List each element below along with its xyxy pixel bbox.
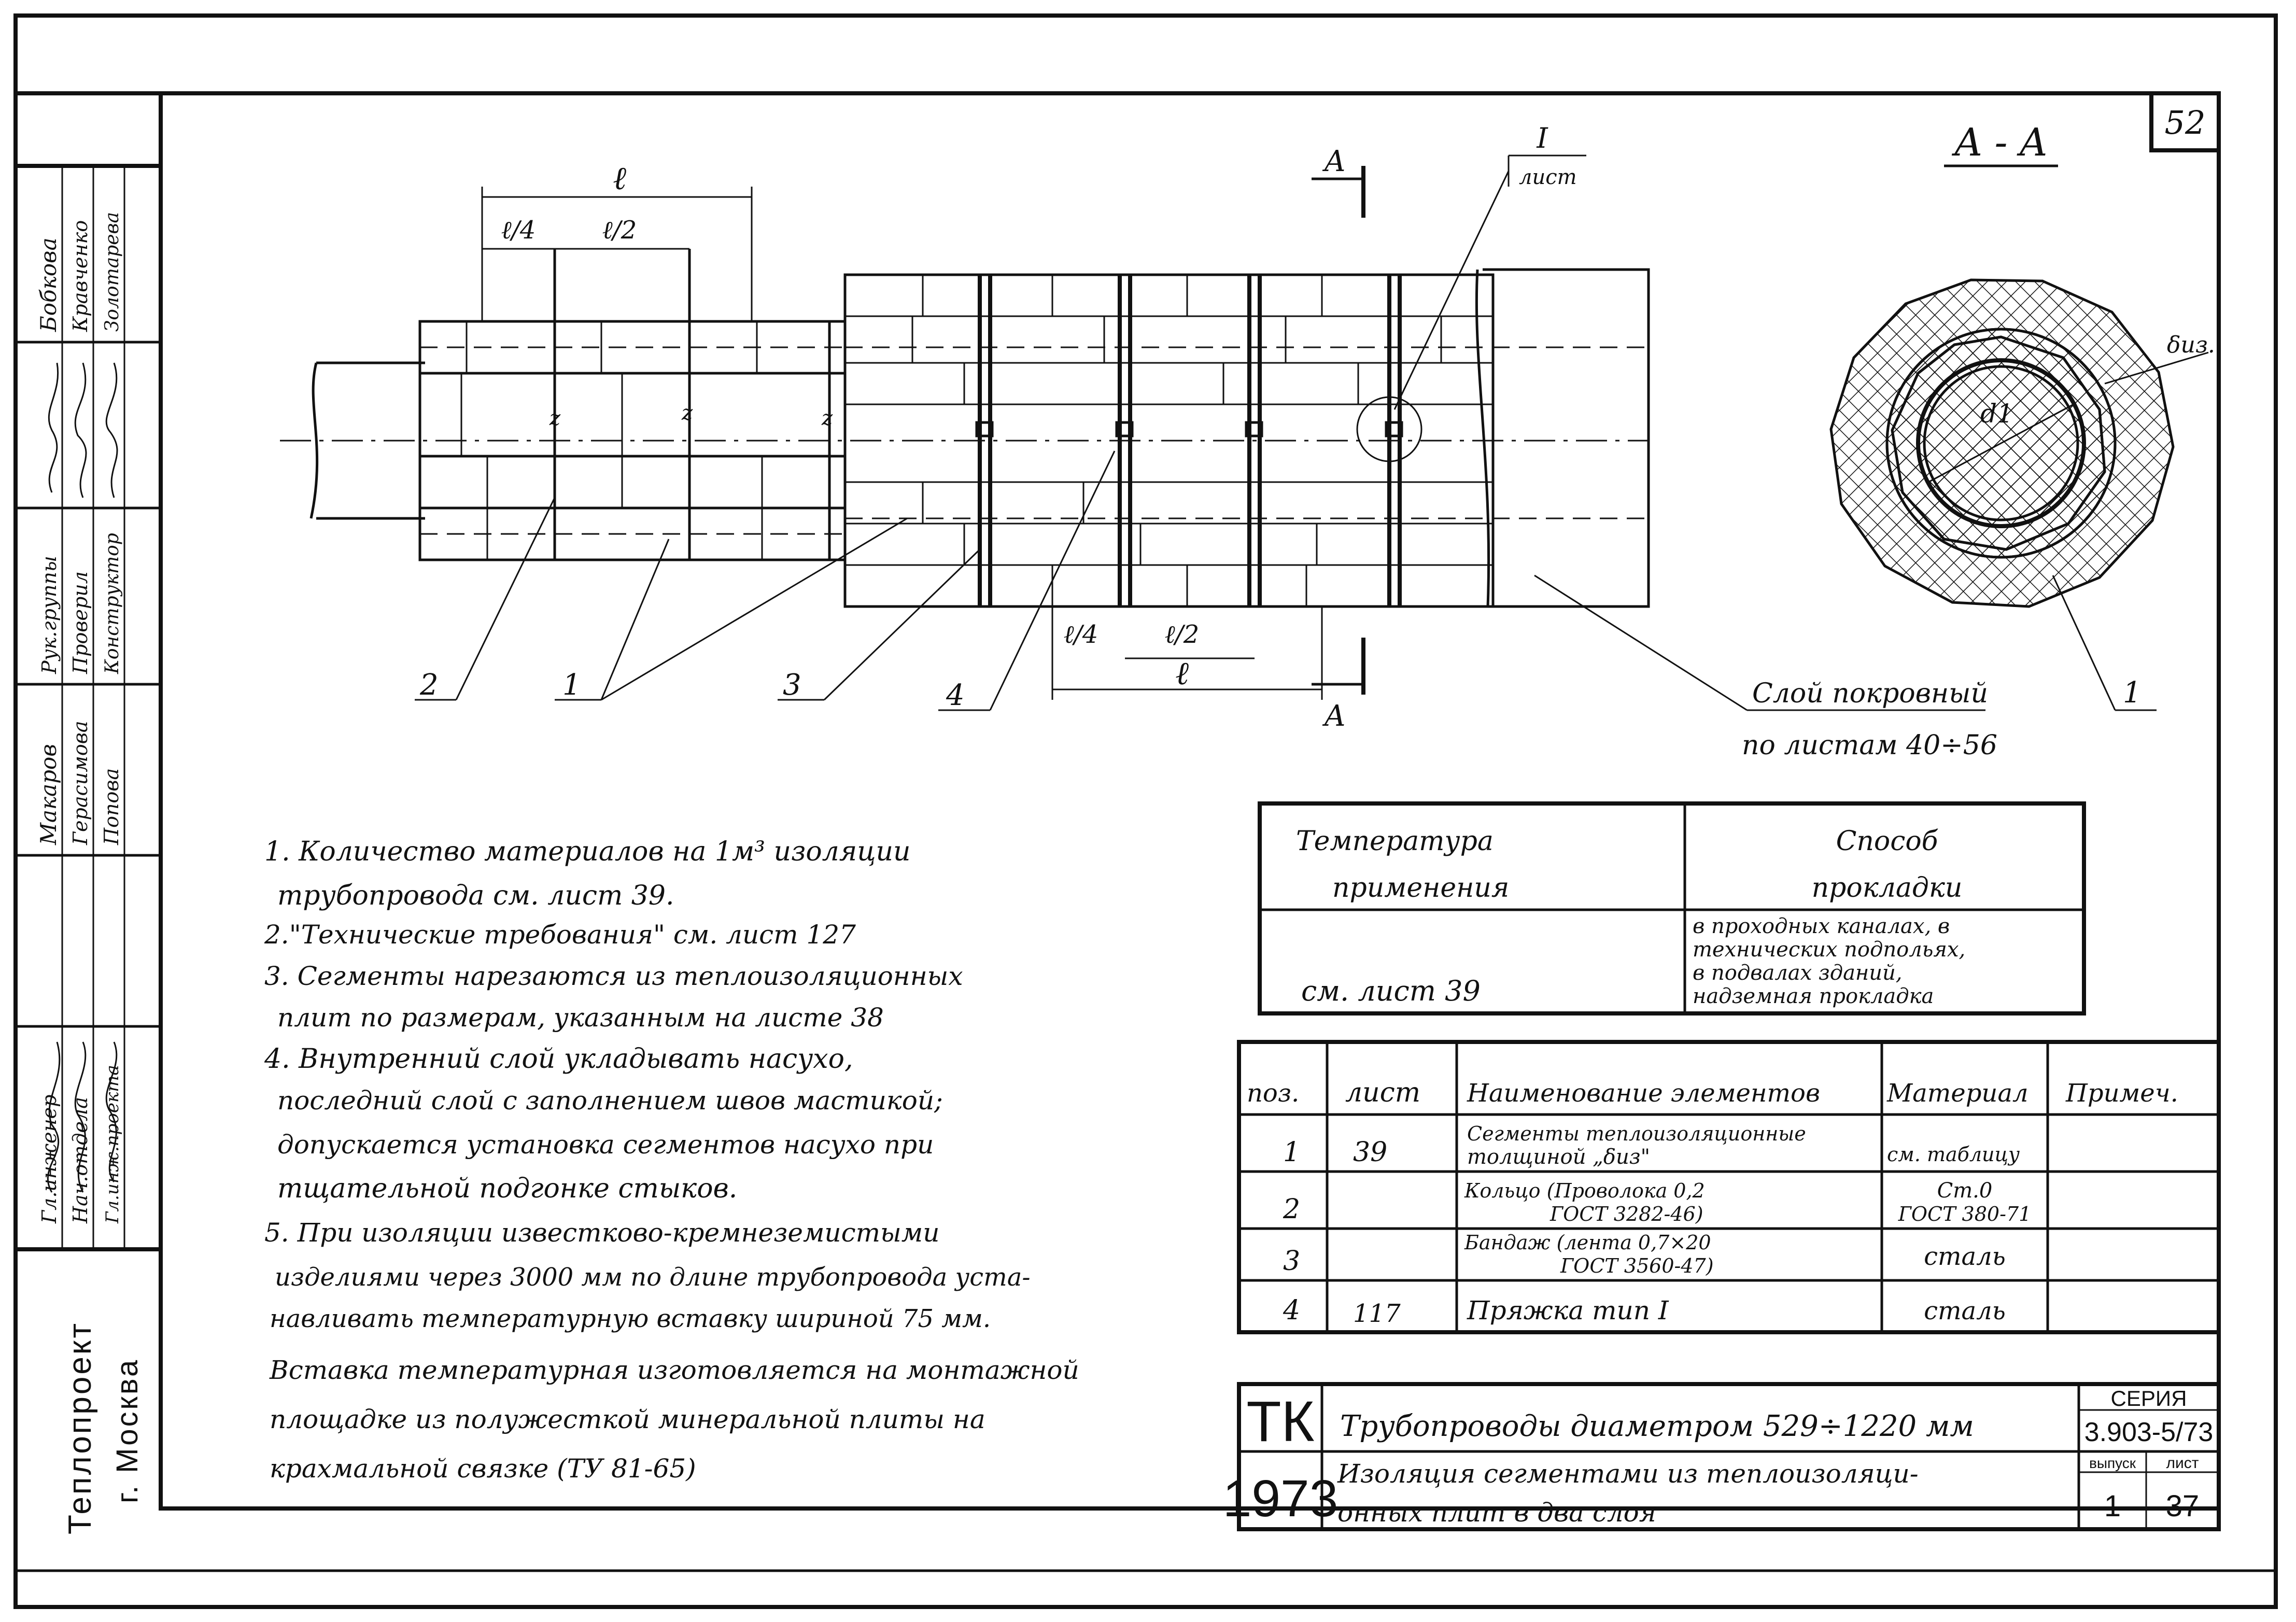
inner-diameter-label: d1	[1980, 399, 2013, 429]
spec-header-material: Материал	[1887, 1079, 2029, 1108]
note-line-12: навливать температурную вставку шириной 75 мм.	[270, 1304, 991, 1333]
dim-length-top: ℓ	[613, 159, 626, 197]
sheet-label: лист	[2166, 1455, 2199, 1472]
spec-row-1-material: см. таблицу	[1887, 1143, 2020, 1166]
spec-row-2-name-1: Кольцо (Проволока 0,2	[1464, 1179, 1705, 1202]
bands	[977, 275, 1421, 607]
note-line-5: плит по размерам, указанным на листе 38	[277, 1003, 884, 1033]
title-line-1: Трубопроводы диаметром 529÷1220 мм	[1340, 1409, 1974, 1443]
dim-quarter-bottom: ℓ/4	[1063, 620, 1098, 649]
stamp-name-gerasimova: Герасимова	[69, 721, 92, 845]
spec-row-1-name-2: толщиной „δиз"	[1467, 1145, 1650, 1169]
cover-layer	[1476, 270, 1649, 607]
spec-header-pos: поз.	[1247, 1079, 1300, 1108]
dim-quarter-top: ℓ/4	[501, 216, 536, 245]
stamp-role-designer: Конструктор	[102, 533, 123, 674]
title-line-2: Изоляция сегментами из теплоизоляци-	[1337, 1459, 1919, 1489]
note-line-13: Вставка температурная изготовляется на монтажной	[270, 1355, 1079, 1385]
note-line-7: последний слой с заполнением швов мастикой;	[277, 1085, 943, 1116]
spec-header-sheet: лист	[1345, 1077, 1421, 1108]
spec-header-note: Примеч.	[2066, 1079, 2178, 1108]
spec-row-1-name-1: Сегменты теплоизоляционные	[1467, 1122, 1806, 1145]
cond-method-line-1: в проходных каналах, в	[1693, 914, 1950, 938]
note-line-1: 1. Количество материалов на 1м³ изоляции	[264, 836, 911, 867]
detail-callout	[1394, 122, 1586, 410]
issue-label: выпуск	[2089, 1455, 2136, 1471]
stamp-role-checked: Проверил	[69, 571, 92, 674]
dim-length-bottom: ℓ	[1175, 654, 1189, 692]
cond-method-line-2: технических подпольях,	[1693, 938, 1966, 962]
sheet-value: 37	[2165, 1489, 2200, 1523]
issue-value: 1	[2104, 1489, 2121, 1523]
spec-header-name: Наименование элементов	[1467, 1079, 1820, 1108]
spec-row-4-name: Пряжка тип I	[1467, 1295, 1669, 1325]
cond-header-temp-2: применения	[1332, 872, 1510, 904]
ring-mark-1: z	[550, 406, 561, 430]
inner-layer-section	[420, 249, 845, 560]
cond-method-line-4: надземная прокладка	[1693, 984, 1934, 1008]
note-line-9: тщательной подгонке стыков.	[277, 1173, 738, 1204]
spec-table	[1239, 1042, 2219, 1332]
stamp-name-popova: Попова	[100, 768, 123, 845]
detail-mark: I	[1537, 122, 1548, 154]
cover-layer-ref: по листам 40÷56	[1742, 730, 1997, 761]
stamp-name-zolotareva: Золотарева	[102, 211, 123, 332]
stamp-org-name: Теплопроект	[62, 1321, 98, 1534]
note-line-8: допускается установка сегментов насухо при	[277, 1130, 934, 1160]
dim-half-bottom: ℓ/2	[1164, 620, 1200, 649]
section-marks	[1312, 145, 1363, 733]
cond-header-method-2: прокладки	[1811, 872, 1963, 904]
spec-row-4-material: сталь	[1924, 1296, 2006, 1325]
spec-row-2-material-2: ГОСТ 380-71	[1898, 1203, 2032, 1225]
cond-temp-value: см. лист 39	[1301, 975, 1481, 1007]
cond-method-line-3: в подвалах зданий,	[1693, 961, 1903, 985]
note-line-11: изделиями через 3000 мм по длине трубопровода уста-	[275, 1263, 1031, 1292]
stamp-role-dept-head: Нач.отдела	[69, 1097, 92, 1223]
cover-layer-label: Слой покровный	[1752, 678, 1989, 709]
spec-row-2-pos: 2	[1283, 1194, 1301, 1225]
series-value: 3.903-5/73	[2084, 1417, 2214, 1447]
section-title: A - A	[1954, 120, 2048, 165]
detail-sheet-ref: лист	[1519, 165, 1577, 189]
title-code: ТК	[1246, 1390, 1315, 1454]
general-notes	[264, 836, 1079, 1484]
spec-row-3-name-2: ГОСТ 3560-47)	[1560, 1254, 1714, 1277]
conditions-table	[1260, 803, 2084, 1013]
note-line-15: крахмальной связке (ТУ 81-65)	[270, 1454, 696, 1484]
spec-row-3-pos: 3	[1283, 1246, 1301, 1277]
stamp-name-bobkova: Бобкова	[36, 237, 61, 332]
cond-header-method-1: Способ	[1836, 826, 1938, 857]
note-line-3: 2."Технические требования" см. лист 127	[264, 920, 856, 950]
spec-row-2-name-2: ГОСТ 3282-46)	[1550, 1203, 1703, 1225]
spec-row-1-sheet: 39	[1353, 1137, 1388, 1168]
callout-4: 4	[946, 679, 965, 712]
section-mark-top: A	[1325, 145, 1346, 178]
title-year: 1973	[1222, 1470, 1339, 1528]
note-line-6: 4. Внутренний слой укладывать насухо,	[264, 1043, 853, 1075]
stamp-role-chief-engineer: Гл.инженер	[38, 1094, 61, 1223]
stamp-org-city: г. Москва	[110, 1358, 144, 1503]
section-callout-1: 1	[2123, 676, 2142, 710]
stamp-name-kravchenko: Кравченко	[69, 220, 92, 332]
note-line-4: 3. Сегменты нарезаются из теплоизоляционных	[264, 961, 963, 991]
callout-3: 3	[783, 668, 801, 702]
stamp-name-makarov: Макаров	[36, 744, 61, 845]
spec-row-1-pos: 1	[1283, 1137, 1301, 1168]
callout-1: 1	[562, 668, 581, 702]
sheet-number-box	[2151, 93, 2219, 150]
spec-row-4-sheet: 117	[1353, 1299, 1401, 1328]
ring-mark-2: z	[682, 401, 693, 425]
cond-header-temp-1: Температура	[1296, 826, 1494, 857]
stamp-role-project-engineer: Гл.инж.проекта	[102, 1065, 123, 1223]
pipe-side-view	[280, 122, 1997, 761]
section-a-a	[1831, 120, 2215, 710]
bottom-dimensions	[1052, 607, 1322, 700]
title-line-3: онных плит в два слоя	[1337, 1498, 1656, 1528]
spec-row-3-name-1: Бандаж (лента 0,7×20	[1464, 1231, 1711, 1254]
spec-row-3-material: сталь	[1924, 1242, 2006, 1271]
section-mark-bottom: A	[1325, 699, 1346, 733]
spec-row-2-material-1: Ст.0	[1937, 1179, 1993, 1203]
series-label: СЕРИЯ	[2110, 1386, 2187, 1411]
sheet-number: 52	[2164, 104, 2206, 142]
callout-2: 2	[420, 668, 439, 702]
spec-row-4-pos: 4	[1283, 1295, 1301, 1326]
note-line-14: площадке из полужесткой минеральной плиты на	[270, 1404, 985, 1434]
stamp-role-group-lead: Рук.группы	[38, 556, 61, 674]
callout-leaders	[415, 451, 1985, 712]
dim-half-top: ℓ/2	[602, 216, 637, 245]
ring-mark-3: z	[822, 406, 833, 430]
note-line-10: 5. При изоляции известково-кремнеземистыми	[264, 1218, 940, 1248]
note-line-2: трубопровода см. лист 39.	[277, 880, 674, 911]
top-dimensions	[482, 159, 752, 321]
thickness-label: δиз.	[2167, 332, 2215, 358]
left-stamp	[16, 166, 161, 1534]
